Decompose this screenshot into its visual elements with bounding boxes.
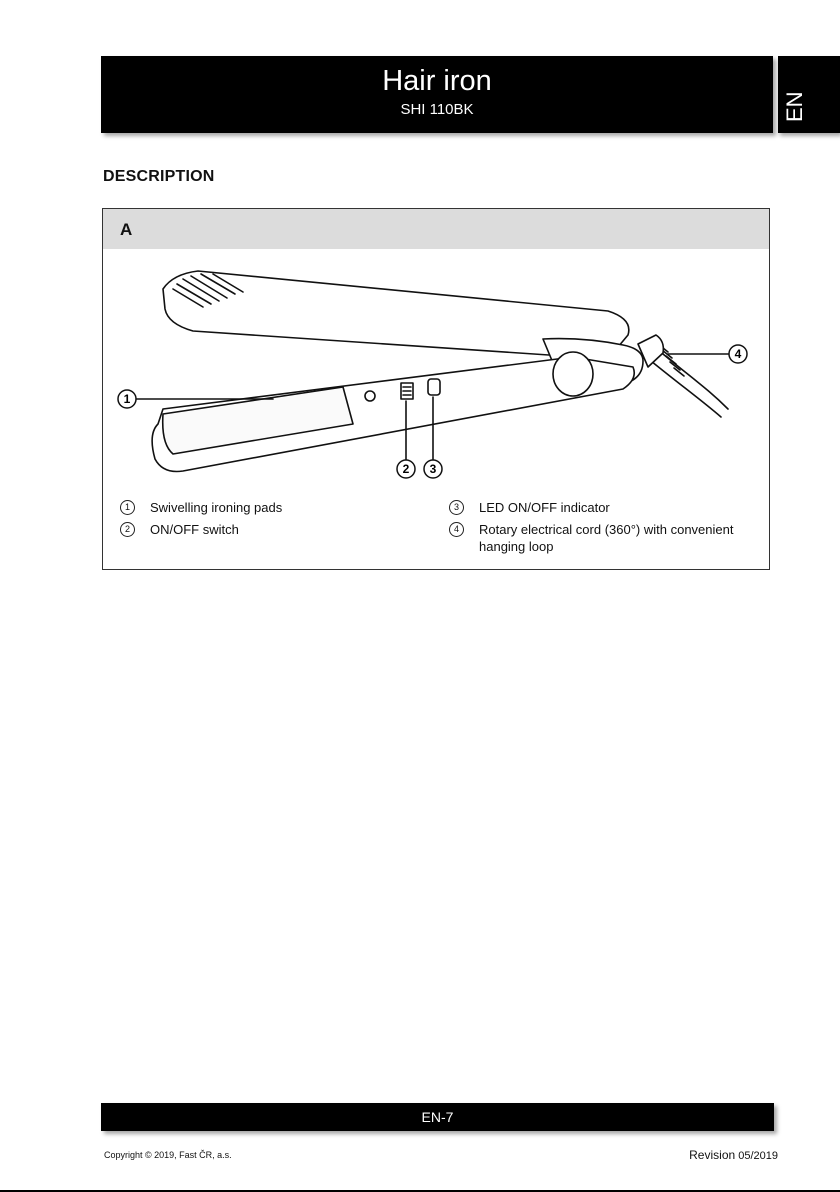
callout-2: 2 [402,462,410,476]
page-title: Hair iron [382,65,492,97]
model-number: SHI 110BK [400,101,474,118]
revision-info [689,1148,778,1162]
legend-num: 2 [120,522,135,537]
figure-box [102,208,770,570]
figure-header [103,209,769,249]
copyright-text: Copyright © 2019, Fast ČR, a.s. [104,1150,232,1160]
callout-4: 4 [734,347,742,361]
legend-num: 4 [449,522,464,537]
legend-text: ON/OFF switch [150,522,239,537]
led-indicator [365,391,375,401]
title-banner [101,56,773,133]
legend-item-2 [120,521,420,541]
page-number-bar [101,1103,774,1131]
section-heading: DESCRIPTION [103,168,215,185]
legend-num: 3 [449,500,464,515]
legend-item-4 [449,521,749,557]
revision-date: 05/2019 [738,1150,778,1162]
hinge-dial [553,352,593,396]
legend-item-3 [449,499,749,519]
legend-num: 1 [120,500,135,515]
led-lens [428,379,440,395]
legend-text: Rotary electrical cord (360°) with convenient hanging loop [479,522,734,554]
legend-item-1 [120,499,420,519]
page-number: EN-7 [421,1109,454,1125]
legend-text: LED ON/OFF indicator [479,500,610,515]
revision-label: Revision [689,1148,736,1162]
callout-3: 3 [429,462,437,476]
callout-1: 1 [123,392,131,406]
legend-text: Swivelling ironing pads [150,500,283,515]
hair-iron-illustration [103,249,769,489]
language-tab [778,56,840,133]
figure-label: A [120,220,133,239]
language-label: EN [782,91,807,122]
